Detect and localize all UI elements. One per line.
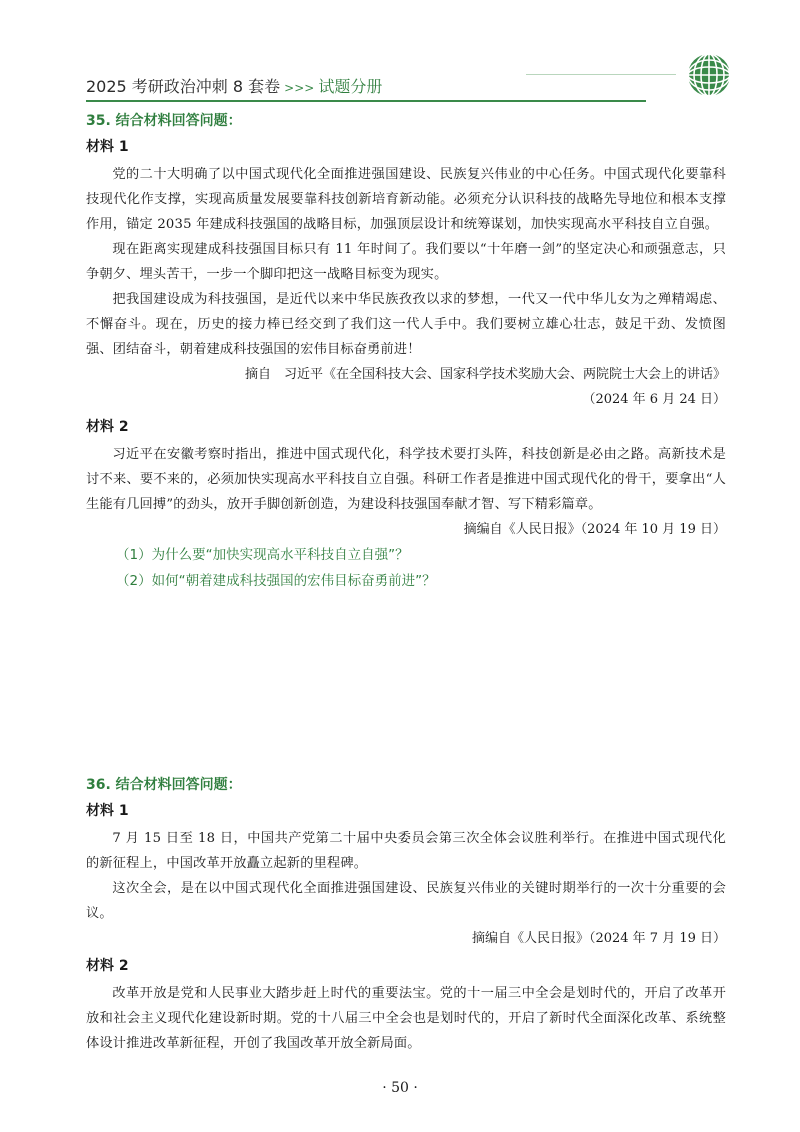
q35-m1-paragraph: 现在距离实现建成科技强国目标只有 11 年时间了。我们要以“十年磨一剑”的坚定决心和顽强意志，只争朝夕、埋头苦干，一步一个脚印把这一战略目标变为现实。 (86, 242, 726, 282)
header-subtitle: 试题分册 (318, 77, 383, 96)
question-36-title: 36. 结合材料回答问题： (86, 777, 242, 793)
answer-space (86, 594, 726, 774)
q36-material-2-label: 材料 2 (86, 958, 129, 974)
q36-material-1-label: 材料 1 (86, 803, 129, 819)
q35-sub-question-1: （1）为什么要“加快实现高水平科技自立自强”？ (116, 547, 409, 563)
globe-icon (686, 52, 732, 98)
header-arrows: >>> (284, 81, 315, 95)
q36-m1-source: 摘编自《人民日报》（2024 年 7 月 19 日） (471, 931, 726, 946)
page-header (86, 62, 726, 102)
q35-material-1-label: 材料 1 (86, 139, 129, 155)
page-number: · 50 · (382, 1080, 418, 1096)
q35-m2-source: 摘编自《人民日报》（2024 年 10 月 19 日） (463, 522, 726, 537)
book-title: 2025 考研政治冲刺 8 套卷 (86, 77, 281, 96)
header-thin-rule (526, 74, 676, 75)
question-35-title: 35. 结合材料回答问题： (86, 113, 242, 129)
header-rule (86, 100, 646, 102)
q36-m1-paragraph: 7 月 15 日至 18 日，中国共产党第二十届中央委员会第三次全体会议胜利举行。在推进中国式现代化的新征程上，中国改革开放矗立起新的里程碑。 (86, 831, 726, 871)
header-title (86, 74, 382, 97)
q35-material-2-label: 材料 2 (86, 419, 129, 435)
q35-m1-paragraph: 把我国建设成为科技强国，是近代以来中华民族孜孜以求的梦想，一代又一代中华儿女为之殚精竭虑、不懈奋斗。现在，历史的接力棒已经交到了我们这一代人手中。我们要树立雄心壮志，鼓足干劲、发愤图强、团结奋斗，朝着建成科技强国的宏伟目标奋勇前进！ (86, 292, 726, 357)
q35-m2-paragraph: 习近平在安徽考察时指出，推进中国式现代化，科学技术要打头阵，科技创新是必由之路。高新技术是讨不来、要不来的，必须加快实现高水平科技自立自强。科研工作者是推进中国式现代化的骨干，要拿出“人生能有几回搏”的劲头，放开手脚创新创造，为建设科技强国奉献才智、写下精彩篇章。 (86, 447, 726, 512)
q35-m1-date: （2024 年 6 月 24 日） (582, 392, 726, 407)
q35-sub-question-2: （2）如何“朝着建成科技强国的宏伟目标奋勇前进”？ (116, 573, 436, 589)
q35-m1-source: 摘自 习近平《在全国科技大会、国家科学技术奖励大会、两院院士大会上的讲话》 (244, 367, 726, 382)
q36-m2-paragraph: 改革开放是党和人民事业大踏步赶上时代的重要法宝。党的十一届三中全会是划时代的，开启了改革开放和社会主义现代化建设新时期。党的十八届三中全会也是划时代的，开启了新时代全面深化改革、系统整体设计推进改革新征程，开创了我国改革开放全新局面。 (86, 986, 726, 1051)
q36-m1-paragraph: 这次全会，是在以中国式现代化全面推进强国建设、民族复兴伟业的关键时期举行的一次十分重要的会议。 (86, 881, 726, 921)
page-content (86, 110, 726, 1056)
q35-m1-paragraph: 党的二十大明确了以中国式现代化全面推进强国建设、民族复兴伟业的中心任务。中国式现代化要靠科技现代化作支撑，实现高质量发展要靠科技创新培育新动能。必须充分认识科技的战略先导地位和根本支撑作用，锚定 2035 年建成科技强国的战略目标，加强顶层设计和统筹谋划，加快实现高水平科技自立自强。 (86, 167, 726, 232)
